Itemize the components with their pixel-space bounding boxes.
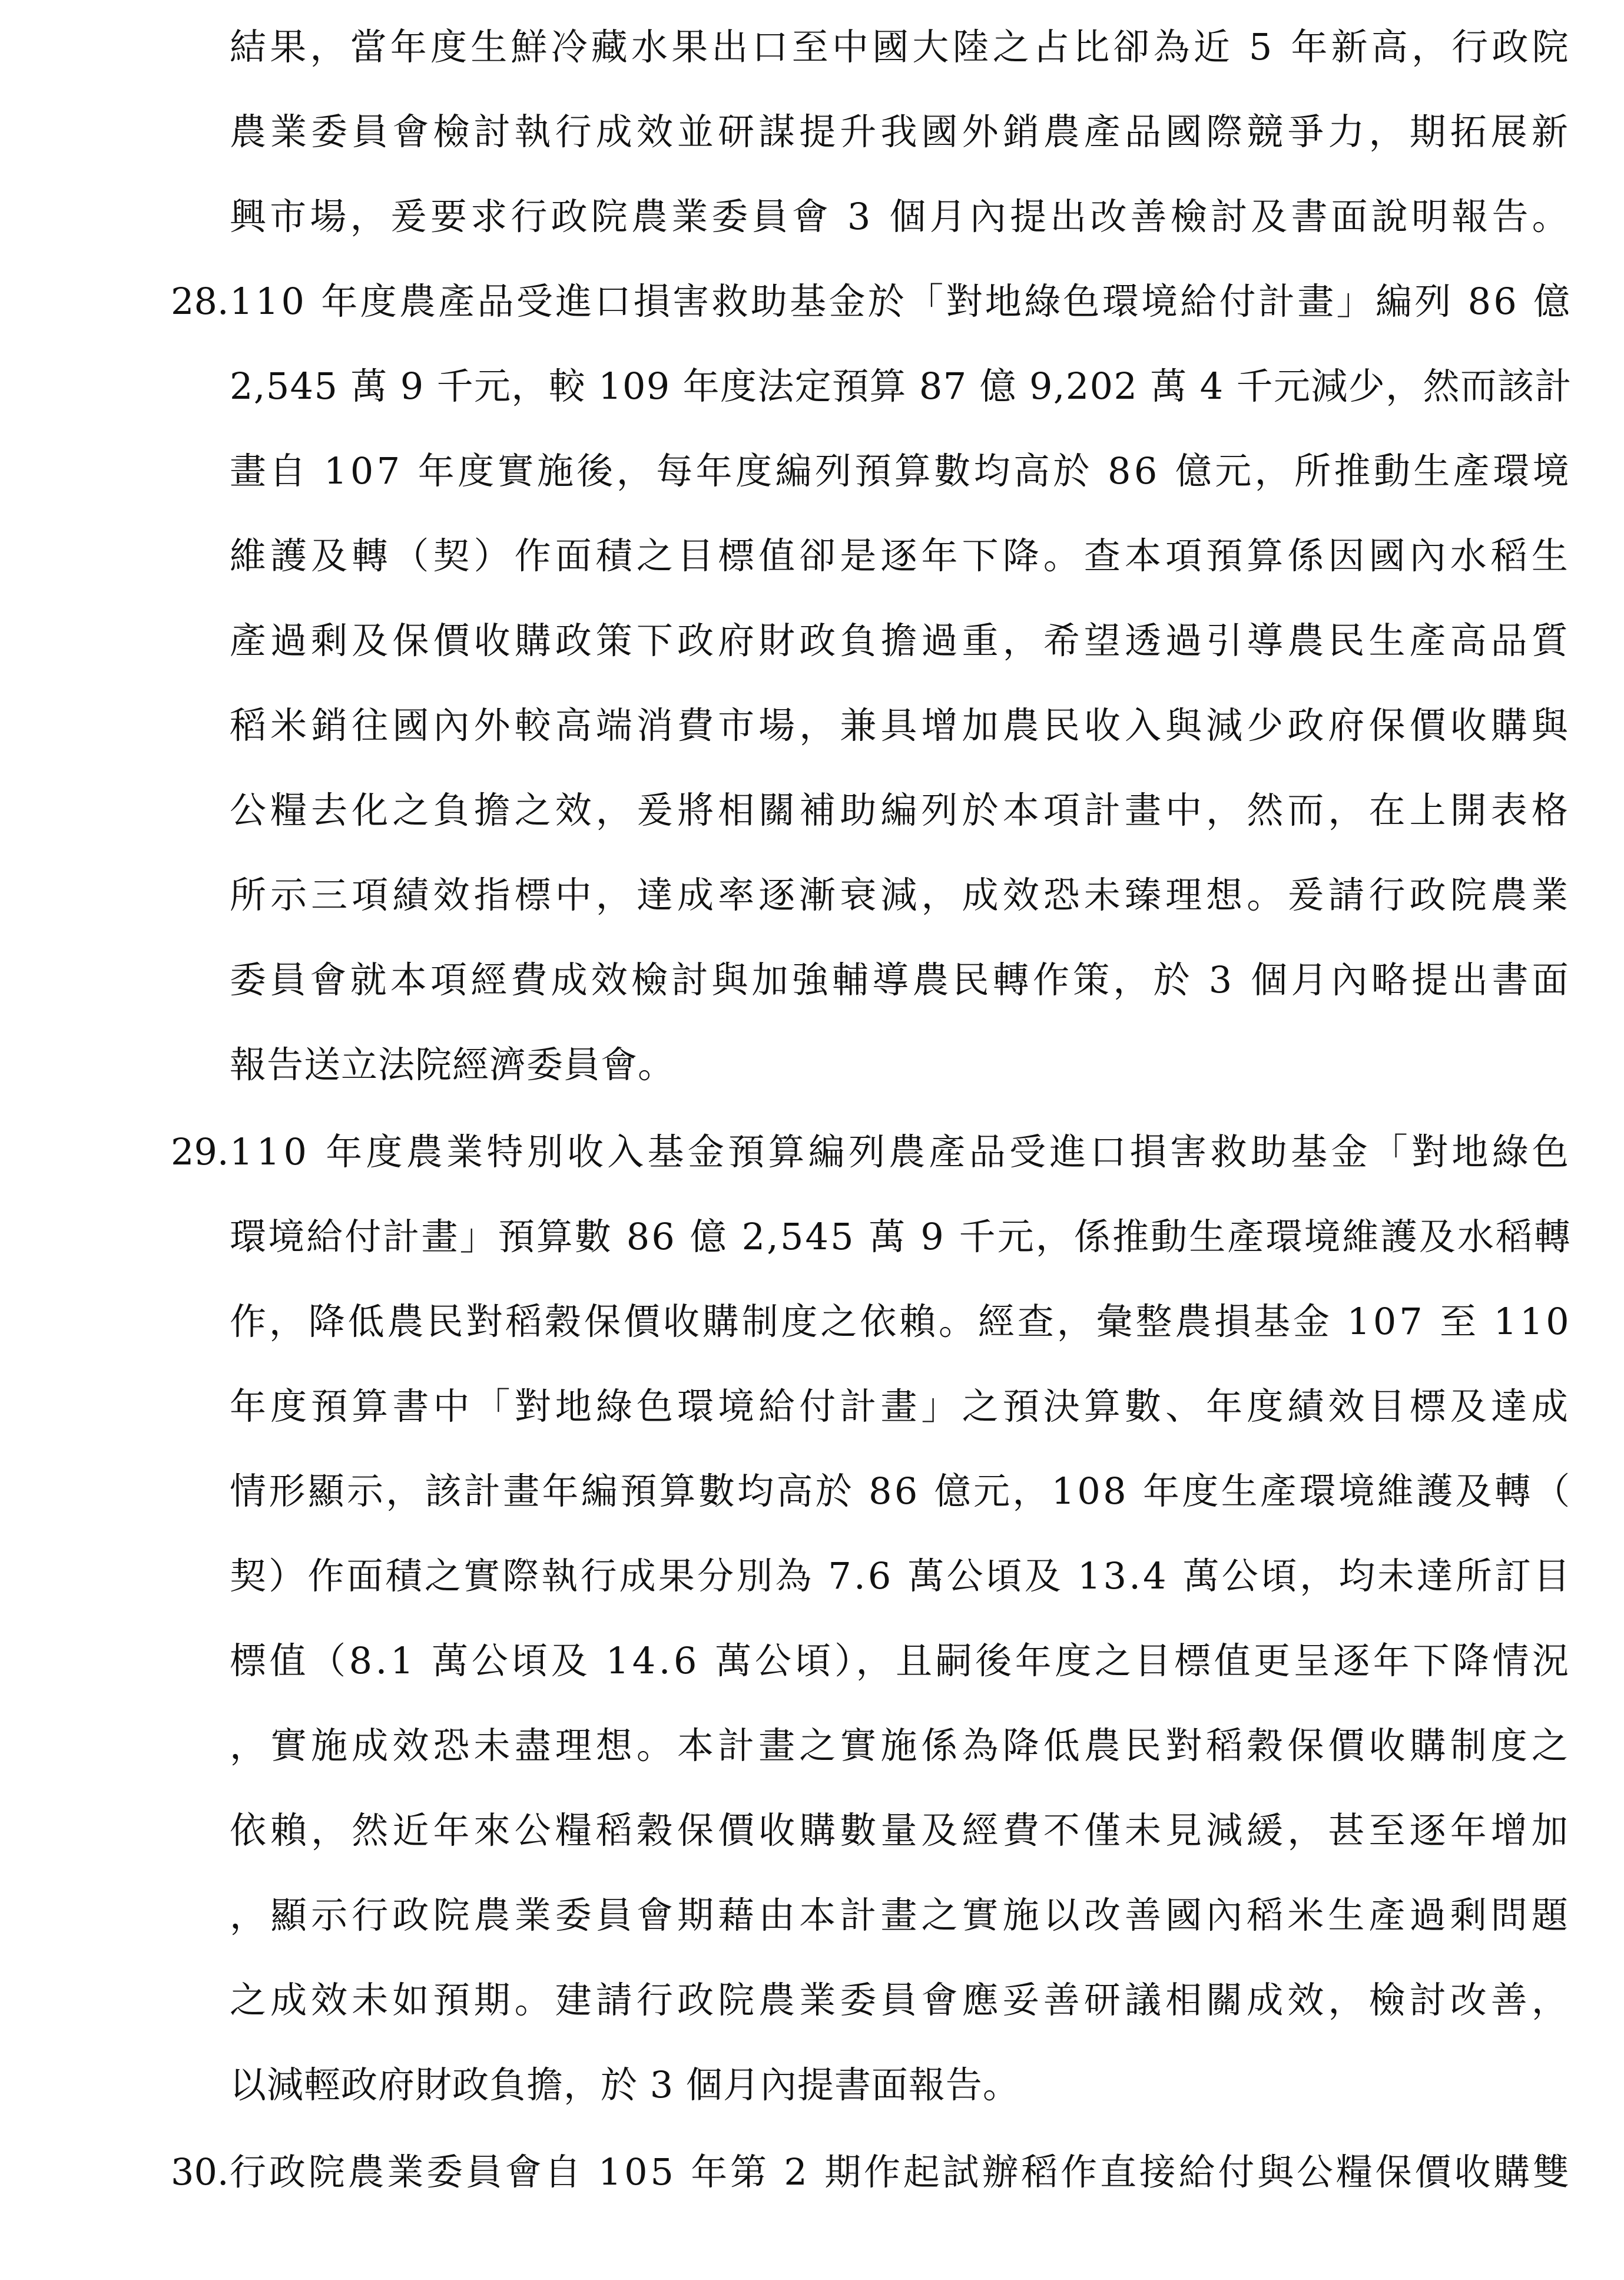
paragraph-line: 興市場，爰要求行政院農業委員會 3 個月內提出改善檢討及書面說明報告。 <box>230 195 1572 238</box>
paragraph-line: 農業委員會檢討執行成效並研謀提升我國外銷農產品國際競爭力，期拓展新 <box>230 110 1572 153</box>
item-number: 30. <box>171 2150 229 2193</box>
item-line: 以減輕政府財政負擔，於 3 個月內提書面報告。 <box>230 2063 1020 2106</box>
item-line: 標值（8.1 萬公頃及 14.6 萬公頃），且嗣後年度之目標值更呈逐年下降情況 <box>230 1639 1572 1682</box>
item-line: 稻米銷往國內外較高端消費市場，兼具增加農民收入與減少政府保價收購與 <box>230 704 1572 747</box>
item-line: 情形顯示，該計畫年編預算數均高於 86 億元，108 年度生產環境維護及轉（ <box>230 1470 1573 1513</box>
item-line: 2,545 萬 9 千元，較 109 年度法定預算 87 億 9,202 萬 4 千元減少，然而該計 <box>230 365 1572 408</box>
item-line: 畫自 107 年度實施後，每年度編列預算數均高於 86 億元，所推動生產環境 <box>230 449 1573 492</box>
item-number: 29. <box>171 1130 229 1173</box>
item-line: 依賴，然近年來公糧稻穀保價收購數量及經費不僅未見減緩，甚至逐年增加 <box>230 1809 1572 1852</box>
item-line: 110 年度農業特別收入基金預算編列農產品受進口損害救助基金「對地綠色 <box>230 1130 1573 1173</box>
paragraph-line: 結果，當年度生鮮冷藏水果出口至中國大陸之占比卻為近 5 年新高，行政院 <box>230 25 1572 68</box>
item-line: 作，降低農民對稻穀保價收購制度之依賴。經查，彙整農損基金 107 至 110 <box>230 1300 1572 1343</box>
item-line: 所示三項績效指標中，達成率逐漸衰減，成效恐未臻理想。爰請行政院農業 <box>230 873 1572 916</box>
item-line: 之成效未如預期。建請行政院農業委員會應妥善研議相關成效，檢討改善， <box>230 1978 1572 2021</box>
item-line: 契）作面積之實際執行成果分別為 7.6 萬公頃及 13.4 萬公頃，均未達所訂目 <box>230 1554 1573 1597</box>
item-number: 28. <box>171 280 229 323</box>
item-line: 報告送立法院經濟委員會。 <box>230 1043 675 1086</box>
item-line: 年度預算書中「對地綠色環境給付計畫」之預決算數、年度績效目標及達成 <box>230 1385 1572 1428</box>
item-line: 行政院農業委員會自 105 年第 2 期作起試辦稻作直接給付與公糧保價收購雙 <box>230 2150 1572 2193</box>
item-line: 維護及轉（契）作面積之目標值卻是逐年下降。查本項預算係因國內水稻生 <box>230 534 1572 577</box>
item-line: 產過剩及保價收購政策下政府財政負擔過重，希望透過引導農民生產高品質 <box>230 619 1572 662</box>
item-line: ，實施成效恐未盡理想。本計畫之實施係為降低農民對稻穀保價收購制度之 <box>230 1724 1572 1767</box>
item-line: ，顯示行政院農業委員會期藉由本計畫之實施以改善國內稻米生產過剩問題 <box>230 1894 1572 1937</box>
item-line: 110 年度農產品受進口損害救助基金於「對地綠色環境給付計畫」編列 86 億 <box>230 280 1573 323</box>
item-line: 公糧去化之負擔之效，爰將相關補助編列於本項計畫中，然而，在上開表格 <box>230 789 1572 832</box>
item-line: 環境給付計畫」預算數 86 億 2,545 萬 9 千元，係推動生產環境維護及水稻轉 <box>230 1215 1573 1258</box>
item-line: 委員會就本項經費成效檢討與加強輔導農民轉作策，於 3 個月內略提出書面 <box>230 958 1572 1001</box>
